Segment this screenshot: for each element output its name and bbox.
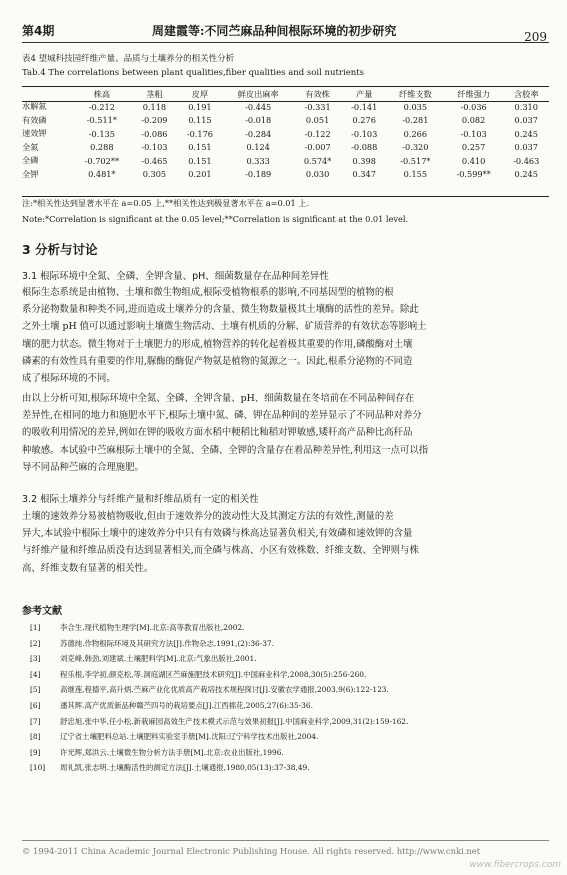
table-cell: -0.511* bbox=[86, 115, 117, 126]
running-title: 周建霞等:不同苎麻品种间根际环境的初步研究 bbox=[152, 24, 397, 38]
table-row bbox=[22, 154, 549, 168]
text-line: 高、纤维支数有显著的相关性。 bbox=[22, 562, 154, 574]
page-number: 209 bbox=[524, 30, 547, 44]
table-cell: 0.191 bbox=[188, 101, 212, 112]
row-label: 全钾 bbox=[22, 168, 39, 179]
text-line: 土壤的速效养分易被植物吸收,但由于速效养分的波动性大及其测定方法的有效性,测量的差 bbox=[22, 511, 394, 522]
column-header: 茎粗 bbox=[146, 88, 163, 99]
reference-number: [8] bbox=[30, 732, 41, 742]
table-cell: 0.398 bbox=[352, 155, 376, 166]
table-cell: 0.410 bbox=[461, 155, 486, 166]
table-cell: -0.281 bbox=[402, 115, 429, 126]
text-line: 种敏感。本试验中苎麻根际土壤中的全氮、全磷、全钾的含量存在着品种差异性,利用这一点可以指 bbox=[22, 444, 429, 456]
table-cell: -0.212 bbox=[88, 101, 115, 112]
column-header: 产量 bbox=[356, 88, 373, 99]
text-line: 导不同品种苎麻的合理施肥。 bbox=[22, 461, 144, 473]
reference-item bbox=[30, 622, 244, 633]
table-cell: -0.189 bbox=[245, 169, 272, 180]
reference-number: [6] bbox=[30, 701, 41, 710]
table-row bbox=[22, 141, 549, 155]
column-header: 皮厚 bbox=[191, 88, 209, 99]
table-note-en: Note:*Correlation is significant at the 0.05 level;**Correlation is significant at the 0.01 level. bbox=[22, 214, 409, 224]
table-cell: -0.103 bbox=[460, 128, 487, 139]
table-cell: -0.103 bbox=[141, 142, 168, 153]
table-cell: 0.030 bbox=[305, 169, 330, 180]
footer-divider bbox=[22, 840, 549, 841]
reference-number: [3] bbox=[30, 654, 41, 664]
table-cell: 0.257 bbox=[461, 142, 486, 153]
table-cell: -0.086 bbox=[141, 128, 168, 139]
table-cell: 0.481* bbox=[88, 169, 116, 180]
reference-text: 许光辉,郑洪云.土壤微生物分析方法手册[M].北京:农业出版社,1996. bbox=[60, 747, 284, 757]
reference-number: [9] bbox=[30, 747, 41, 757]
table-cell: -0.103 bbox=[351, 128, 378, 139]
section-heading: 3 分析与讨论 bbox=[22, 242, 98, 257]
table-row bbox=[22, 100, 549, 114]
references-heading: 参考文献 bbox=[22, 606, 62, 617]
table-cell: 0.151 bbox=[188, 142, 212, 153]
table-top-rule bbox=[22, 86, 549, 87]
text-line: 成了根际环境的不同。 bbox=[22, 373, 116, 385]
reference-number: [4] bbox=[30, 669, 41, 679]
table-cell: 0.245 bbox=[514, 169, 538, 180]
reference-item bbox=[30, 684, 389, 695]
reference-item bbox=[30, 700, 313, 711]
reference-text: 辽宁省土壤肥料总站.土壤肥料实验室手册[M].沈阳:辽宁科学技术出版社,2004. bbox=[60, 732, 319, 742]
table-caption-en: Tab.4 The correlations between plant qualities,fiber qualities and soil nutrients bbox=[22, 68, 364, 78]
table-bottom-rule bbox=[22, 196, 549, 197]
table-cell: 0.037 bbox=[514, 142, 538, 153]
reference-number: [2] bbox=[30, 638, 41, 648]
paragraph-1 bbox=[22, 284, 547, 387]
text-line: 由以上分析可知,根际环境中全氮、全磷、全钾含量、pH、细菌数量在冬培前在不同品种间存在 bbox=[22, 393, 415, 404]
table-cell: -0.465 bbox=[141, 155, 168, 166]
text-line: 系分泌物数量和种类不同,进而造成土壤养分的含量、微生物数量极其土壤酶的活性的差异。除此 bbox=[22, 304, 419, 316]
table-cell: 0.118 bbox=[142, 101, 167, 112]
text-line: 与纤维产量和纤维品质没有达到显著相关,而全磷与株高、小区有效株数、纤维支数、全钾则与株 bbox=[22, 545, 419, 557]
reference-item bbox=[30, 638, 274, 649]
table-cell: -0.122 bbox=[304, 128, 331, 139]
table-cell: 0.201 bbox=[188, 169, 212, 180]
text-line: 壤的肥力状态。微生物对于土壤肥力的形成,植物营养的转化起着极其重要的作用,磷酸酶对土壤 bbox=[22, 338, 413, 350]
column-header: 有效株 bbox=[305, 88, 330, 99]
row-label: 水解氮 bbox=[22, 101, 47, 112]
text-line: 差异性,在相同的地力和施肥水平下,根际土壤中氮、磷、钾在品种间的差异显示了不同品种对养分 bbox=[22, 410, 422, 422]
reference-text: 李合生.现代植物生理学[M].北京:高等教育出版社,2002. bbox=[60, 623, 245, 632]
text-line: 磷素的有效性具有重要的作用,脲酶的酶促产物氨是植物的氮源之一。因此,根系分泌物的不同造 bbox=[22, 355, 413, 367]
reference-item bbox=[30, 653, 257, 664]
table-cell: -0.702** bbox=[84, 155, 120, 166]
reference-item bbox=[30, 731, 318, 742]
reference-item bbox=[30, 747, 284, 758]
subsection-heading-3-1: 3.1 根际环境中全氮、全磷、全钾含量、pH、细菌数量存在品种间差异性 bbox=[22, 271, 329, 282]
table-cell: 0.115 bbox=[188, 115, 212, 126]
table-cell: 0.035 bbox=[403, 101, 428, 112]
column-header bbox=[22, 88, 72, 100]
table-row bbox=[22, 168, 549, 182]
reference-text: 潘其辉.高产优质新品种赣苎四号的栽培要点[J].江西棉花,2005,27(6):35-36. bbox=[60, 701, 313, 710]
text-line: 的吸收利用情况的差异,例如在钾的吸收方面水稻中粳稻比籼稻对钾敏感,矮秆高产品种比高秆品 bbox=[22, 427, 413, 439]
reference-item bbox=[30, 762, 310, 773]
column-header: 含胶率 bbox=[513, 88, 539, 99]
table-cell: 0.333 bbox=[246, 155, 270, 166]
reference-number: [5] bbox=[30, 685, 41, 695]
table-cell: -0.517* bbox=[400, 155, 431, 166]
reference-text: 舒忠旭,张中华,任小松.新栽麻园高效生产技术模式示范与效果初报[J].中国麻业科学,2009,31(2):159-162. bbox=[60, 716, 409, 726]
table-cell: 0.310 bbox=[514, 101, 538, 112]
table-cell: -0.331 bbox=[304, 101, 331, 112]
reference-text: 刘克峰,韩劲,刘建斌.土壤肥料学[M].北京:气象出版社,2001. bbox=[60, 654, 257, 664]
table-cell: 0.051 bbox=[305, 115, 330, 126]
paragraph-2 bbox=[22, 390, 547, 476]
table-cell: 0.276 bbox=[352, 115, 376, 126]
table-cell: -0.036 bbox=[460, 101, 487, 112]
text-line: 根际生态系统是由植物、土壤和微生物组成,根际受植物根系的影响,不同基因型的植物的根 bbox=[22, 287, 394, 298]
table-cell: 0.347 bbox=[352, 169, 376, 180]
row-label: 全磷 bbox=[22, 155, 39, 166]
reference-number: [10] bbox=[30, 763, 46, 773]
table-note-cn: 注:*相关性达到显著水平在 a=0.05 上,**相关性达到极显著水平在 a=0.01 上. bbox=[22, 198, 310, 208]
column-header: 鲜皮出麻率 bbox=[237, 88, 279, 99]
table-cell: 0.288 bbox=[90, 142, 114, 153]
column-header: 株高 bbox=[93, 88, 111, 99]
text-line: 异大,本试验中根际土壤中的速效养分中只有有效磷与株高达显著负相关,有效磷和速效钾的含量 bbox=[22, 528, 413, 540]
header-divider bbox=[22, 42, 549, 43]
table-cell: -0.284 bbox=[245, 128, 272, 139]
table-header-row bbox=[22, 88, 549, 100]
table-cell: -0.088 bbox=[351, 142, 378, 153]
reference-item bbox=[30, 716, 408, 727]
table-caption-cn: 表4 望城科技园纤维产量、品质与土壤养分的相关性分析 bbox=[22, 54, 235, 64]
paragraph-3 bbox=[22, 508, 547, 577]
table-cell: -0.176 bbox=[186, 128, 214, 139]
row-label: 有效磷 bbox=[22, 114, 47, 125]
copyright-footer: © 1994-2011 China Academic Journal Electronic Publishing House. All rights reserved. http://www.cnki.net bbox=[22, 846, 481, 856]
table-cell: 0.124 bbox=[246, 142, 270, 153]
column-header: 纤维强力 bbox=[457, 88, 491, 99]
table-cell: -0.209 bbox=[141, 115, 168, 126]
site-watermark: www.fibercrops.com bbox=[469, 860, 561, 870]
table-cell: 0.266 bbox=[403, 128, 428, 139]
reference-text: 高继莲,程德平,高升炳.苎麻产业化优质高产栽培技术规程探讨[J].安徽农学通报,2003,9(6):122-123. bbox=[60, 685, 389, 695]
reference-text: 程乐根,李学初,颜克松,等.洞庭湖区苎麻施肥技术研究[J].中国麻业科学,2008,30(5):256-260. bbox=[60, 669, 367, 679]
table-cell: -0.018 bbox=[245, 115, 272, 126]
table-cell: -0.135 bbox=[88, 128, 115, 139]
column-header: 纤维支数 bbox=[399, 88, 432, 99]
reference-item bbox=[30, 669, 366, 680]
table-cell: 0.574* bbox=[303, 155, 332, 166]
table-cell: -0.007 bbox=[304, 142, 331, 153]
table-cell: 0.245 bbox=[514, 128, 538, 139]
row-label: 全氮 bbox=[22, 141, 39, 152]
table-row bbox=[22, 127, 549, 141]
correlation-table bbox=[22, 88, 549, 181]
text-line: 之外土壤 pH 值可以通过影响土壤微生物活动、土壤有机质的分解、矿质营养的有效状态等影响土 bbox=[22, 321, 427, 333]
table-cell: -0.445 bbox=[245, 101, 272, 112]
table-cell: 0.037 bbox=[514, 115, 538, 126]
table-cell: -0.463 bbox=[513, 155, 540, 166]
subsection-heading-3-2: 3.2 根际土壤养分与纤维产量和纤维品质有一定的相关性 bbox=[22, 494, 259, 505]
table-cell: 0.155 bbox=[403, 169, 428, 180]
table-cell: -0.320 bbox=[402, 142, 429, 153]
issue-label: 第4期 bbox=[22, 24, 55, 38]
table-cell: 0.151 bbox=[188, 155, 212, 166]
table-row bbox=[22, 114, 549, 128]
reference-text: 苏德纯.作物根际环境及其研究方法[J].作物杂志,1991,(2):36-37. bbox=[60, 638, 274, 648]
reference-text: 周礼凯,张志明.土壤酶活性的测定方法[J].土壤通报,1980,05(13):37-38,49. bbox=[60, 763, 310, 773]
table-cell: -0.141 bbox=[351, 101, 378, 112]
table-cell: 0.305 bbox=[142, 169, 167, 180]
page-header bbox=[22, 20, 547, 42]
table-cell: 0.082 bbox=[461, 115, 486, 126]
row-label: 速效钾 bbox=[22, 128, 47, 139]
reference-number: [7] bbox=[30, 716, 41, 726]
table-cell: -0.599** bbox=[456, 169, 491, 180]
reference-number: [1] bbox=[30, 623, 41, 632]
